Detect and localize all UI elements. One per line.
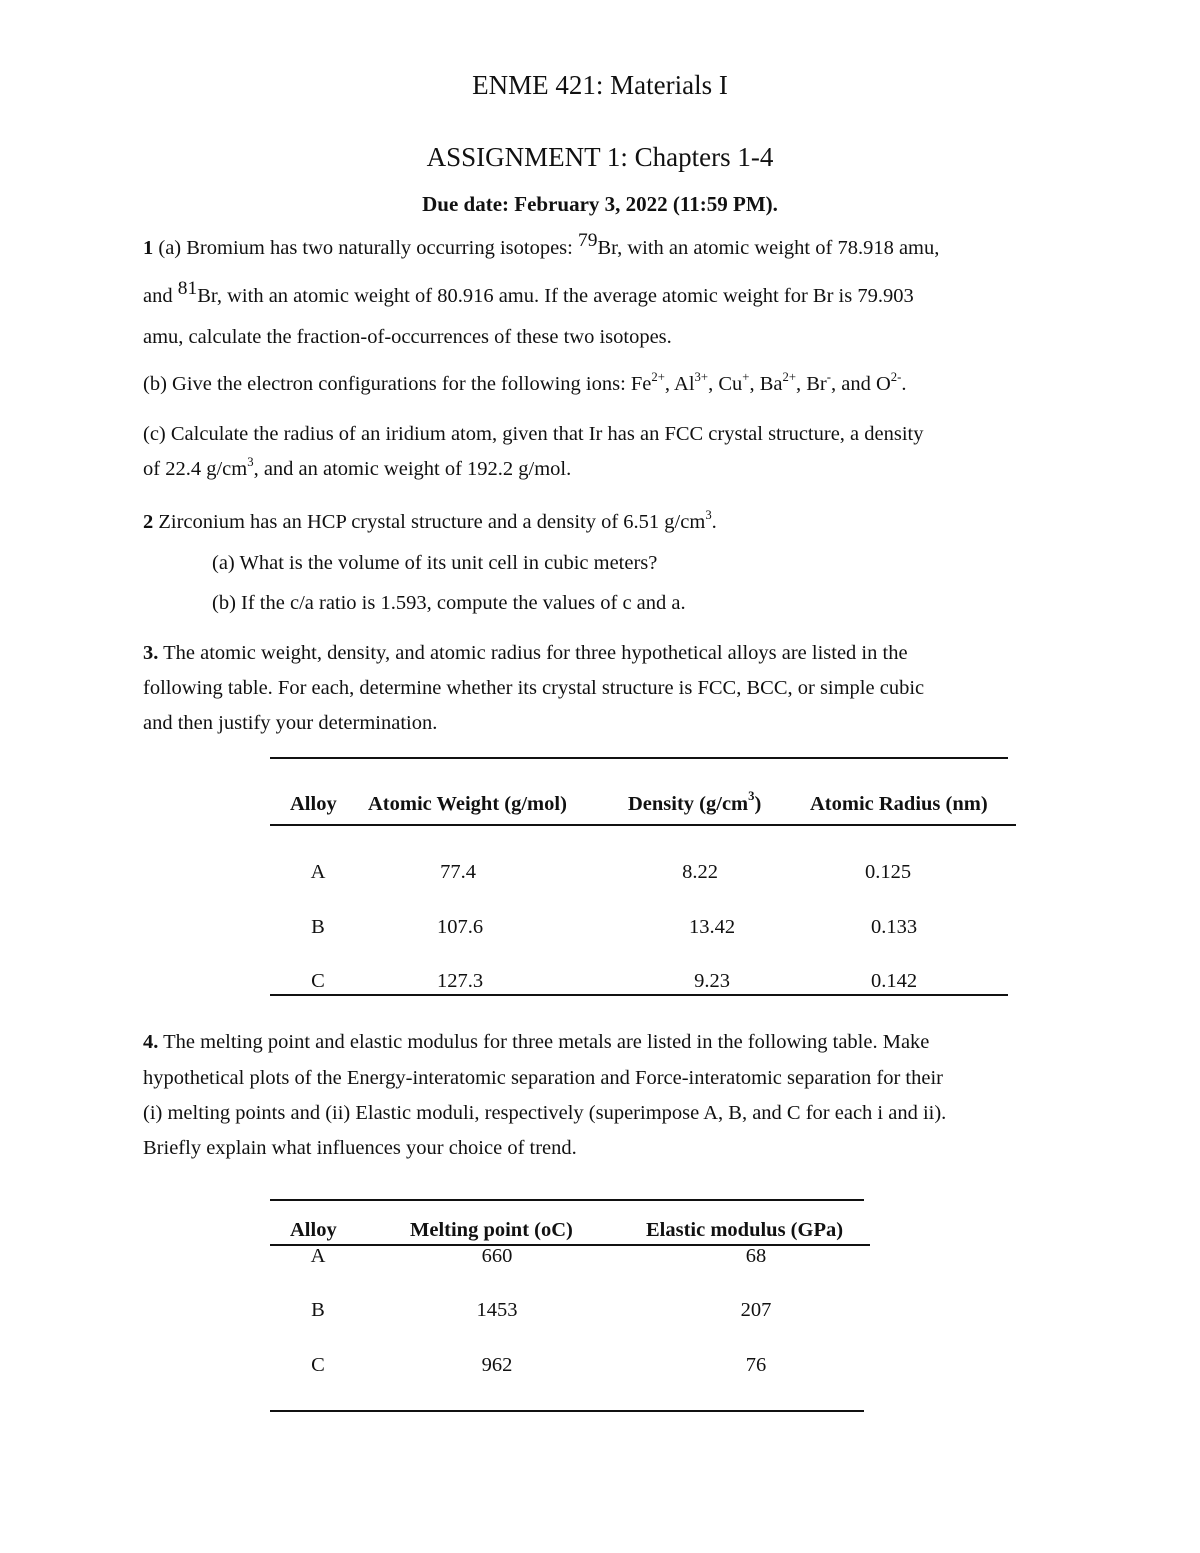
q4-line1 [143,1032,929,1053]
table1-cell-density: 9.23 [694,970,730,992]
ba-label: , Ba [749,373,783,395]
q4-line3: (i) melting points and (ii) Elastic moduli, respectively (superimpose A, B, and C for each i and ii). [143,1102,947,1124]
ba-charge: 2+ [782,370,796,385]
table1-cell-radius: 0.133 [870,916,918,938]
q3-line3: and then justify your determination. [143,712,438,734]
table2-cell-melting: 660 [481,1245,513,1267]
q2-text: Zirconium has an HCP crystal structure and a density of 6.51 g/cm [153,511,706,533]
table1-cell-density: 8.22 [682,861,718,883]
due-date: Due date: February 3, 2022 (11:59 PM). [422,192,778,216]
table1-cell-weight: 107.6 [436,916,484,938]
q1-number: 1 [143,237,154,259]
table2-top-rule [270,1199,864,1201]
table1-header-alloy: Alloy [290,793,337,815]
q1-a-line1 [143,230,940,259]
q1-a-line2-post: Br, with an atomic weight of 80.916 amu. If the average atomic weight for Br is 79.903 [197,285,914,307]
fe-charge: 2+ [651,370,665,385]
isotope2-mass: 81 [177,278,198,300]
table1-cell-alloy: A [310,861,326,883]
q4-text: The melting point and elastic modulus for three metals are listed in the following table. Make [158,1031,930,1053]
q4-number: 4. [143,1031,159,1053]
q1-b-text: (b) Give the electron configurations for the following ions: Fe [143,373,652,395]
q1-a-line2 [143,278,914,307]
table1-bottom-rule [270,994,1008,996]
table2-cell-modulus: 68 [745,1245,767,1267]
table1-header-density [628,789,762,816]
q3-line1 [143,643,908,664]
table2-bottom-rule [270,1410,864,1412]
q2-text-end: . [711,511,717,533]
table2-cell-modulus: 76 [745,1354,767,1376]
q3-text: The atomic weight, density, and atomic radius for three hypothetical alloys are listed in the [158,642,908,664]
table1-cell-radius: 0.142 [870,970,918,992]
q3-line2: following table. For each, determine whether its crystal structure is FCC, BCC, or simple cubic [143,677,925,699]
table2-cell-modulus: 207 [740,1299,772,1321]
o-label: , and O [830,373,891,395]
course-title: ENME 421: Materials I [472,70,728,100]
table1-top-rule [270,757,1008,759]
br-label: , Br [796,373,827,395]
q1-a-line2-pre: and [143,285,178,307]
al-charge: 3+ [694,370,709,385]
q2-a: (a) What is the volume of its unit cell in cubic meters? [212,552,658,574]
o-charge: 2- [890,370,902,385]
q1-b-end: . [901,373,907,395]
br-charge: - [826,370,831,385]
q2-number: 2 [143,511,154,533]
table2-cell-melting: 1453 [476,1299,518,1321]
table1-header-weight: Atomic Weight (g/mol) [368,793,567,815]
al-label: , Al [664,373,695,395]
table2-cell-alloy: C [311,1354,325,1376]
q4-line4: Briefly explain what influences your choice of trend. [143,1137,577,1159]
q3-number: 3. [143,642,159,664]
q1-a-text: (a) Bromium has two naturally occurring isotopes: [158,237,578,259]
q1-b [143,370,907,395]
table1-cell-weight: 77.4 [440,861,476,883]
q1-c-exponent: 3 [247,455,254,470]
q1-c-line2-pre: of 22.4 g/cm [143,458,248,480]
table1-cell-weight: 127.3 [436,970,484,992]
q2-b: (b) If the c/a ratio is 1.593, compute the values of c and a. [212,592,686,614]
q1-c-line1: (c) Calculate the radius of an iridium atom, given that Ir has an FCC crystal structure, a density [143,423,924,445]
table1-density-label: Density (g/cm [628,793,749,815]
table2-cell-alloy: A [310,1245,326,1267]
table1-cell-alloy: C [311,970,325,992]
table2-header-melting: Melting point (oC) [410,1219,573,1241]
q1-c-line2-post: , and an atomic weight of 192.2 g/mol. [253,458,572,480]
cu-label: , Cu [708,373,743,395]
assignment-title: ASSIGNMENT 1: Chapters 1-4 [426,142,774,172]
table2-header-modulus: Elastic modulus (GPa) [646,1219,844,1241]
table2-cell-alloy: B [311,1299,325,1321]
table1-density-exponent: 3 [748,789,755,804]
table1-header-rule [270,824,1016,826]
table2-cell-melting: 962 [481,1354,513,1376]
q1-c-line2 [143,455,572,480]
table1-density-close: ) [754,793,762,815]
q1-a-line3: amu, calculate the fraction-of-occurrences of these two isotopes. [143,326,672,348]
cu-charge: + [742,370,750,385]
table2-header-alloy: Alloy [290,1219,337,1241]
table1-cell-density: 13.42 [688,916,736,938]
isotope1-mass: 79 [577,230,598,252]
table1-header-radius: Atomic Radius (nm) [810,793,988,815]
q2-exponent: 3 [705,508,712,523]
q4-line2: hypothetical plots of the Energy-interatomic separation and Force-interatomic separation for their [143,1067,943,1089]
q2-line [143,508,717,533]
q1-a-text-cont: Br, with an atomic weight of 78.918 amu, [597,237,940,259]
table1-cell-radius: 0.125 [864,861,912,883]
table1-cell-alloy: B [311,916,325,938]
